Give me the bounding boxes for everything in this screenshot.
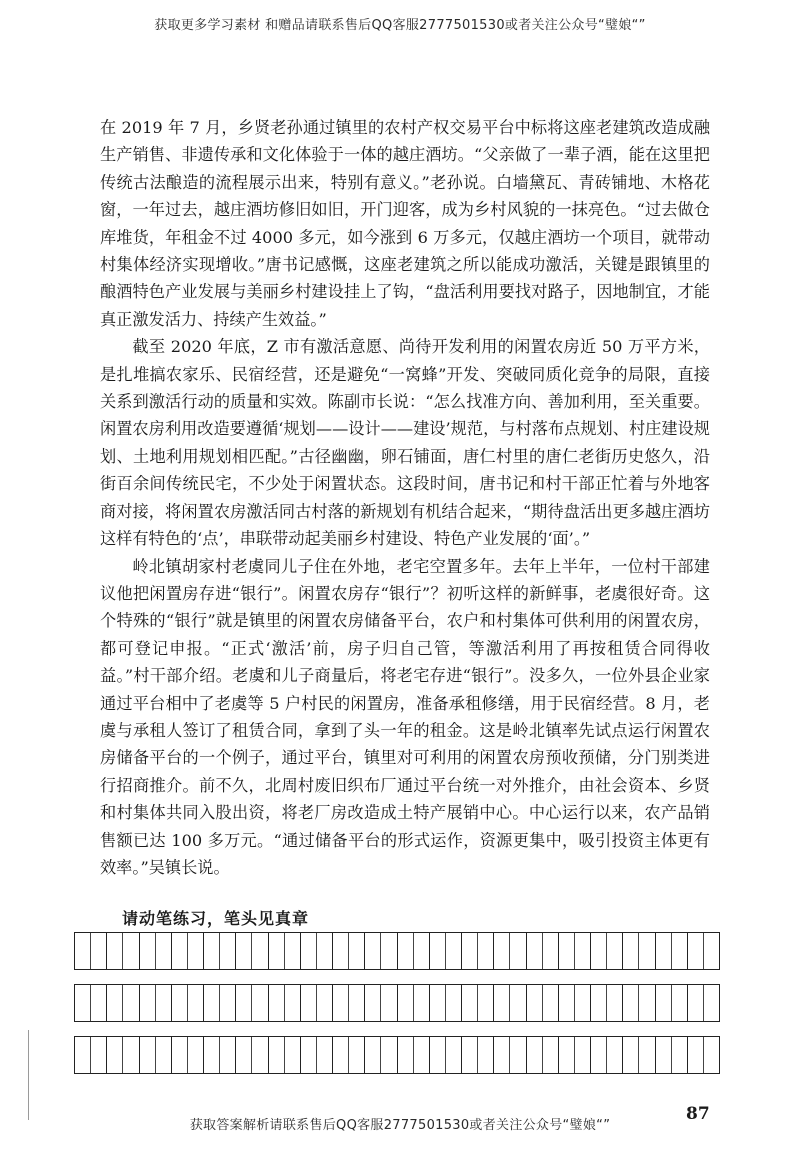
writing-grid-cell[interactable] xyxy=(656,933,688,969)
writing-grid-half xyxy=(575,1037,590,1073)
writing-grid-half xyxy=(172,1037,188,1073)
writing-grid-cell[interactable] xyxy=(140,933,172,969)
writing-grid-half xyxy=(510,985,525,1021)
writing-grid-half xyxy=(591,933,607,969)
writing-grid-half xyxy=(365,933,381,969)
writing-grid-cell[interactable] xyxy=(204,1037,236,1073)
writing-grid-cell[interactable] xyxy=(494,933,526,969)
writing-grid-half xyxy=(252,985,267,1021)
writing-grid-cell[interactable] xyxy=(75,933,107,969)
page-number: 87 xyxy=(686,1104,710,1124)
writing-grid-half xyxy=(156,985,171,1021)
writing-grid-half xyxy=(75,985,91,1021)
writing-grid-cell[interactable] xyxy=(107,985,139,1021)
writing-grid-half xyxy=(462,1037,478,1073)
writing-grid-cell[interactable] xyxy=(269,985,301,1021)
writing-grid-half xyxy=(236,1037,252,1073)
writing-grid-cell[interactable] xyxy=(301,985,333,1021)
writing-grid-half xyxy=(204,985,220,1021)
writing-grid-row[interactable] xyxy=(74,984,720,1022)
writing-grid-cell[interactable] xyxy=(430,1037,462,1073)
writing-grid-half xyxy=(607,933,622,969)
writing-grid-half xyxy=(107,1037,123,1073)
writing-grid-row[interactable] xyxy=(74,932,720,970)
footer-note: 获取答案解析请联系售后QQ客服2777501530或者关注公众号“璧娘“” xyxy=(189,1118,611,1133)
writing-grid-cell[interactable] xyxy=(559,933,591,969)
writing-grid-cell[interactable] xyxy=(688,1037,719,1073)
writing-grid-half xyxy=(688,985,704,1021)
writing-grid-half xyxy=(172,985,188,1021)
writing-grid-half xyxy=(91,985,106,1021)
writing-grid-half xyxy=(285,1037,300,1073)
writing-grid-half xyxy=(269,1037,285,1073)
writing-grid-cell[interactable] xyxy=(430,985,462,1021)
writing-grid-cell[interactable] xyxy=(333,1037,365,1073)
writing-grid-half xyxy=(494,1037,510,1073)
writing-grid-half xyxy=(494,933,510,969)
writing-grid-row[interactable] xyxy=(74,1036,720,1074)
writing-grid-half xyxy=(236,985,252,1021)
writing-grid-half xyxy=(639,985,654,1021)
writing-grid-half xyxy=(672,985,687,1021)
writing-grid-half xyxy=(349,1037,364,1073)
writing-grid-cell[interactable] xyxy=(527,1037,559,1073)
writing-grid-half xyxy=(123,985,138,1021)
writing-grid-cell[interactable] xyxy=(365,933,397,969)
writing-grid-half xyxy=(349,933,364,969)
paragraph-3: 岭北镇胡家村老虞同儿子住在外地，老宅空置多年。去年上半年，一位村干部建议他把闲置房存进“银行”。闲置农房存“银行”？初听这样的新鲜事，老虞很好奇。这个特殊的“银行”就是镇里的闲置农房储备平台，农户和村集体可供利用的闲置农房，都可登记申报。“正式‘激活’前，房子归自己管，等激活利用了再按租赁合同得收益。”村干部介绍。老虞和儿子商量后，将老宅存进“银行”。没多久，一位外县企业家通过平台相中了老虞等 5 户村民的闲置房，准备承租修缮，用于民宿经营。8 月，老虞与承租人签订了租赁合同，拿到了头一年的租金。这是岭北镇率先试点运行闲置农房储备平台的一个例子，通过平台，镇里对可利用的闲置农房预收预储，分门别类进行招商推介。前不久，北周村废旧织布厂通过平台统一对外推介，由社会资本、乡贤和村集体共同入股出资，将老厂房改造成土特产展销中心。中心运行以来，农产品销售额已达 100 多万元。“通过储备平台的形式运作，资源更集中，吸引投资主体更有效率。”吴镇长说。 xyxy=(100,556,710,877)
writing-grid-half xyxy=(140,1037,156,1073)
writing-grid-cell[interactable] xyxy=(494,985,526,1021)
writing-grid-cell[interactable] xyxy=(559,985,591,1021)
writing-grid-cell[interactable] xyxy=(365,985,397,1021)
writing-grid-half xyxy=(381,1037,396,1073)
writing-grid-cell[interactable] xyxy=(527,933,559,969)
writing-grid-half xyxy=(204,1037,220,1073)
writing-grid-half xyxy=(285,933,300,969)
writing-grid-cell[interactable] xyxy=(688,985,719,1021)
margin-rule xyxy=(28,1030,29,1120)
writing-grid-cell[interactable] xyxy=(333,985,365,1021)
writing-grid-cell[interactable] xyxy=(462,1037,494,1073)
writing-grid-cell[interactable] xyxy=(140,1037,172,1073)
writing-grid-half xyxy=(172,933,188,969)
writing-grid-half xyxy=(656,1037,672,1073)
writing-grid-half xyxy=(333,1037,349,1073)
writing-grid-cell[interactable] xyxy=(204,933,236,969)
writing-grid-half xyxy=(623,1037,639,1073)
writing-grid-half xyxy=(414,985,429,1021)
writing-grid-half xyxy=(688,1037,704,1073)
writing-grid-cell[interactable] xyxy=(333,933,365,969)
writing-grid-cell[interactable] xyxy=(236,933,268,969)
writing-grid-cell[interactable] xyxy=(494,1037,526,1073)
writing-grid-half xyxy=(140,985,156,1021)
writing-grid-half xyxy=(672,933,687,969)
writing-grid-half xyxy=(123,933,138,969)
writing-grid-half xyxy=(559,933,575,969)
writing-grid-half xyxy=(478,933,493,969)
writing-grid-half xyxy=(91,933,106,969)
writing-grid-half xyxy=(333,985,349,1021)
writing-grid-half xyxy=(301,1037,317,1073)
writing-grid-cell[interactable] xyxy=(591,1037,623,1073)
writing-grid-cell[interactable] xyxy=(623,985,655,1021)
writing-grid-cell[interactable] xyxy=(236,1037,268,1073)
writing-grid-half xyxy=(688,933,704,969)
writing-grid-half xyxy=(656,933,672,969)
writing-grid-half xyxy=(107,933,123,969)
writing-grid-half xyxy=(188,985,203,1021)
writing-grid-cell[interactable] xyxy=(269,1037,301,1073)
writing-grid-half xyxy=(75,1037,91,1073)
writing-grid-half xyxy=(527,933,543,969)
writing-grid-half xyxy=(188,1037,203,1073)
writing-grid-half xyxy=(462,933,478,969)
writing-grid-half xyxy=(430,933,446,969)
writing-grid-half xyxy=(123,1037,138,1073)
writing-grid-half xyxy=(430,985,446,1021)
article-body xyxy=(100,114,710,881)
writing-grid-cell[interactable] xyxy=(623,933,655,969)
writing-grid-half xyxy=(672,1037,687,1073)
writing-grid-half xyxy=(446,933,461,969)
writing-grid-half xyxy=(494,985,510,1021)
writing-grid-cell[interactable] xyxy=(269,933,301,969)
writing-grid-half xyxy=(236,933,252,969)
writing-grid-half xyxy=(398,933,414,969)
paragraph-1: 在 2019 年 7 月，乡贤老孙通过镇里的农村产权交易平台中标将这座老建筑改造成融生产销售、非遗传承和文化体验于一体的越庄酒坊。“父亲做了一辈子酒，能在这里把传统古法酿造的流程展示出来，特别有意义。”老孙说。白墙黛瓦、青砖铺地、木格花窗，一年过去，越庄酒坊修旧如旧，开门迎客，成为乡村风貌的一抹亮色。“过去做仓库堆货，年租金不过 4000 多元，如今涨到 6 万多元，仅越庄酒坊一个项目，就带动村集体经济实现增收。”唐书记感慨，这座老建筑之所以能成功激活，关键是跟镇里的酿酒特色产业发展与美丽乡村建设挂上了钩，“盘活利用要找对路子，因地制宜，才能真正激发活力、持续产生效益。” xyxy=(100,118,710,329)
writing-grid-half xyxy=(575,933,590,969)
writing-grid-half xyxy=(446,1037,461,1073)
writing-grid-half xyxy=(575,985,590,1021)
writing-grid-half xyxy=(301,985,317,1021)
writing-grid-half xyxy=(301,933,317,969)
writing-grid-cell[interactable] xyxy=(301,933,333,969)
writing-grid-half xyxy=(333,933,349,969)
writing-grid-half xyxy=(188,933,203,969)
writing-grid-half xyxy=(220,933,235,969)
writing-grid-half xyxy=(220,985,235,1021)
writing-grid-half xyxy=(204,933,220,969)
writing-grid-cell[interactable] xyxy=(301,1037,333,1073)
writing-grid-half xyxy=(252,933,267,969)
writing-grid-half xyxy=(639,1037,654,1073)
writing-grid-half xyxy=(478,1037,493,1073)
writing-grid-cell[interactable] xyxy=(107,1037,139,1073)
writing-grid-cell[interactable] xyxy=(656,1037,688,1073)
practice-title: 请动笔练习，笔头见真章 xyxy=(122,909,310,928)
writing-grid-half xyxy=(414,933,429,969)
writing-grid-cell[interactable] xyxy=(75,1037,107,1073)
writing-grid-half xyxy=(591,985,607,1021)
writing-grid-half xyxy=(269,933,285,969)
writing-grid-half xyxy=(156,1037,171,1073)
writing-grid-half xyxy=(446,985,461,1021)
writing-grid-half xyxy=(623,933,639,969)
writing-grid-half xyxy=(607,985,622,1021)
writing-grid-half xyxy=(510,1037,525,1073)
writing-grid-half xyxy=(543,933,558,969)
writing-grid-half xyxy=(527,985,543,1021)
writing-grid-cell[interactable] xyxy=(204,985,236,1021)
writing-grid-cell[interactable] xyxy=(462,933,494,969)
writing-grid-half xyxy=(623,985,639,1021)
header-note: 获取更多学习素材 和赠品请联系售后QQ客服2777501530或者关注公众号“璧娘“” xyxy=(154,18,646,33)
writing-grid-half xyxy=(478,985,493,1021)
writing-grid-cell[interactable] xyxy=(365,1037,397,1073)
writing-grid-cell[interactable] xyxy=(462,985,494,1021)
writing-grid-half xyxy=(349,985,364,1021)
writing-grid-half xyxy=(91,1037,106,1073)
writing-grid-half xyxy=(704,933,719,969)
writing-grid-cell[interactable] xyxy=(398,985,430,1021)
writing-grid-half xyxy=(317,933,332,969)
writing-grid-cell[interactable] xyxy=(398,933,430,969)
writing-grid-half xyxy=(317,1037,332,1073)
writing-grid-cell[interactable] xyxy=(430,933,462,969)
writing-grid-half xyxy=(381,985,396,1021)
writing-grid-cell[interactable] xyxy=(140,985,172,1021)
writing-grid-cell[interactable] xyxy=(75,985,107,1021)
writing-grid-half xyxy=(317,985,332,1021)
writing-grid-half xyxy=(252,1037,267,1073)
writing-grid-cell[interactable] xyxy=(623,1037,655,1073)
writing-grid-half xyxy=(140,933,156,969)
writing-grid-half xyxy=(381,933,396,969)
writing-grid-half xyxy=(365,985,381,1021)
writing-grid-half xyxy=(365,1037,381,1073)
writing-grid-half xyxy=(639,933,654,969)
writing-grid-cell[interactable] xyxy=(236,985,268,1021)
writing-grid-cell[interactable] xyxy=(591,933,623,969)
writing-grid-half xyxy=(527,1037,543,1073)
writing-grid-half xyxy=(156,933,171,969)
writing-grid-cell[interactable] xyxy=(107,933,139,969)
writing-grid-cell[interactable] xyxy=(656,985,688,1021)
writing-grid-half xyxy=(591,1037,607,1073)
writing-grid-half xyxy=(107,985,123,1021)
paragraph-2: 截至 2020 年底，Z 市有激活意愿、尚待开发利用的闲置农房近 50 万平方米，是扎堆搞农家乐、民宿经营，还是避免“一窝蜂”开发、突破同质化竞争的局限，直接关系到激活行动的质量和实效。陈副市长说：“怎么找准方向、善加利用，至关重要。闲置农房利用改造要遵循‘规划——设计——建设’规范，与村落布点规划、村庄建设规划、土地利用规划相匹配。”古径幽幽，卵石铺面，唐仁村里的唐仁老街历史悠久，沿街百余间传统民宅，不少处于闲置状态。这段时间，唐书记和村干部正忙着与外地客商对接，将闲置农房激活同古村落的新规划有机结合起来，“期待盘活出更多越庄酒坊这样有特色的‘点’，串联带动起美丽乡村建设、特色产业发展的‘面’。” xyxy=(100,337,710,549)
writing-grid-cell[interactable] xyxy=(527,985,559,1021)
writing-grid-half xyxy=(656,985,672,1021)
writing-grid-half xyxy=(269,985,285,1021)
writing-grid-half xyxy=(510,933,525,969)
writing-grid-half xyxy=(220,1037,235,1073)
writing-grid-cell[interactable] xyxy=(688,933,719,969)
writing-grid-cell[interactable] xyxy=(559,1037,591,1073)
writing-grid-half xyxy=(75,933,91,969)
writing-grid-cell[interactable] xyxy=(398,1037,430,1073)
writing-grid-half xyxy=(414,1037,429,1073)
writing-grid-cell[interactable] xyxy=(172,933,204,969)
writing-grid-half xyxy=(543,1037,558,1073)
writing-grid-half xyxy=(462,985,478,1021)
writing-grid-half xyxy=(543,985,558,1021)
writing-grid-half xyxy=(607,1037,622,1073)
writing-grid-half xyxy=(398,1037,414,1073)
writing-grid-half xyxy=(559,1037,575,1073)
writing-grid-cell[interactable] xyxy=(591,985,623,1021)
writing-grid-cell[interactable] xyxy=(172,985,204,1021)
writing-grid-half xyxy=(398,985,414,1021)
writing-grid-half xyxy=(430,1037,446,1073)
writing-grid-half xyxy=(285,985,300,1021)
writing-grid-half xyxy=(559,985,575,1021)
writing-grid-cell[interactable] xyxy=(172,1037,204,1073)
writing-grid-half xyxy=(704,985,719,1021)
writing-grid-half xyxy=(704,1037,719,1073)
